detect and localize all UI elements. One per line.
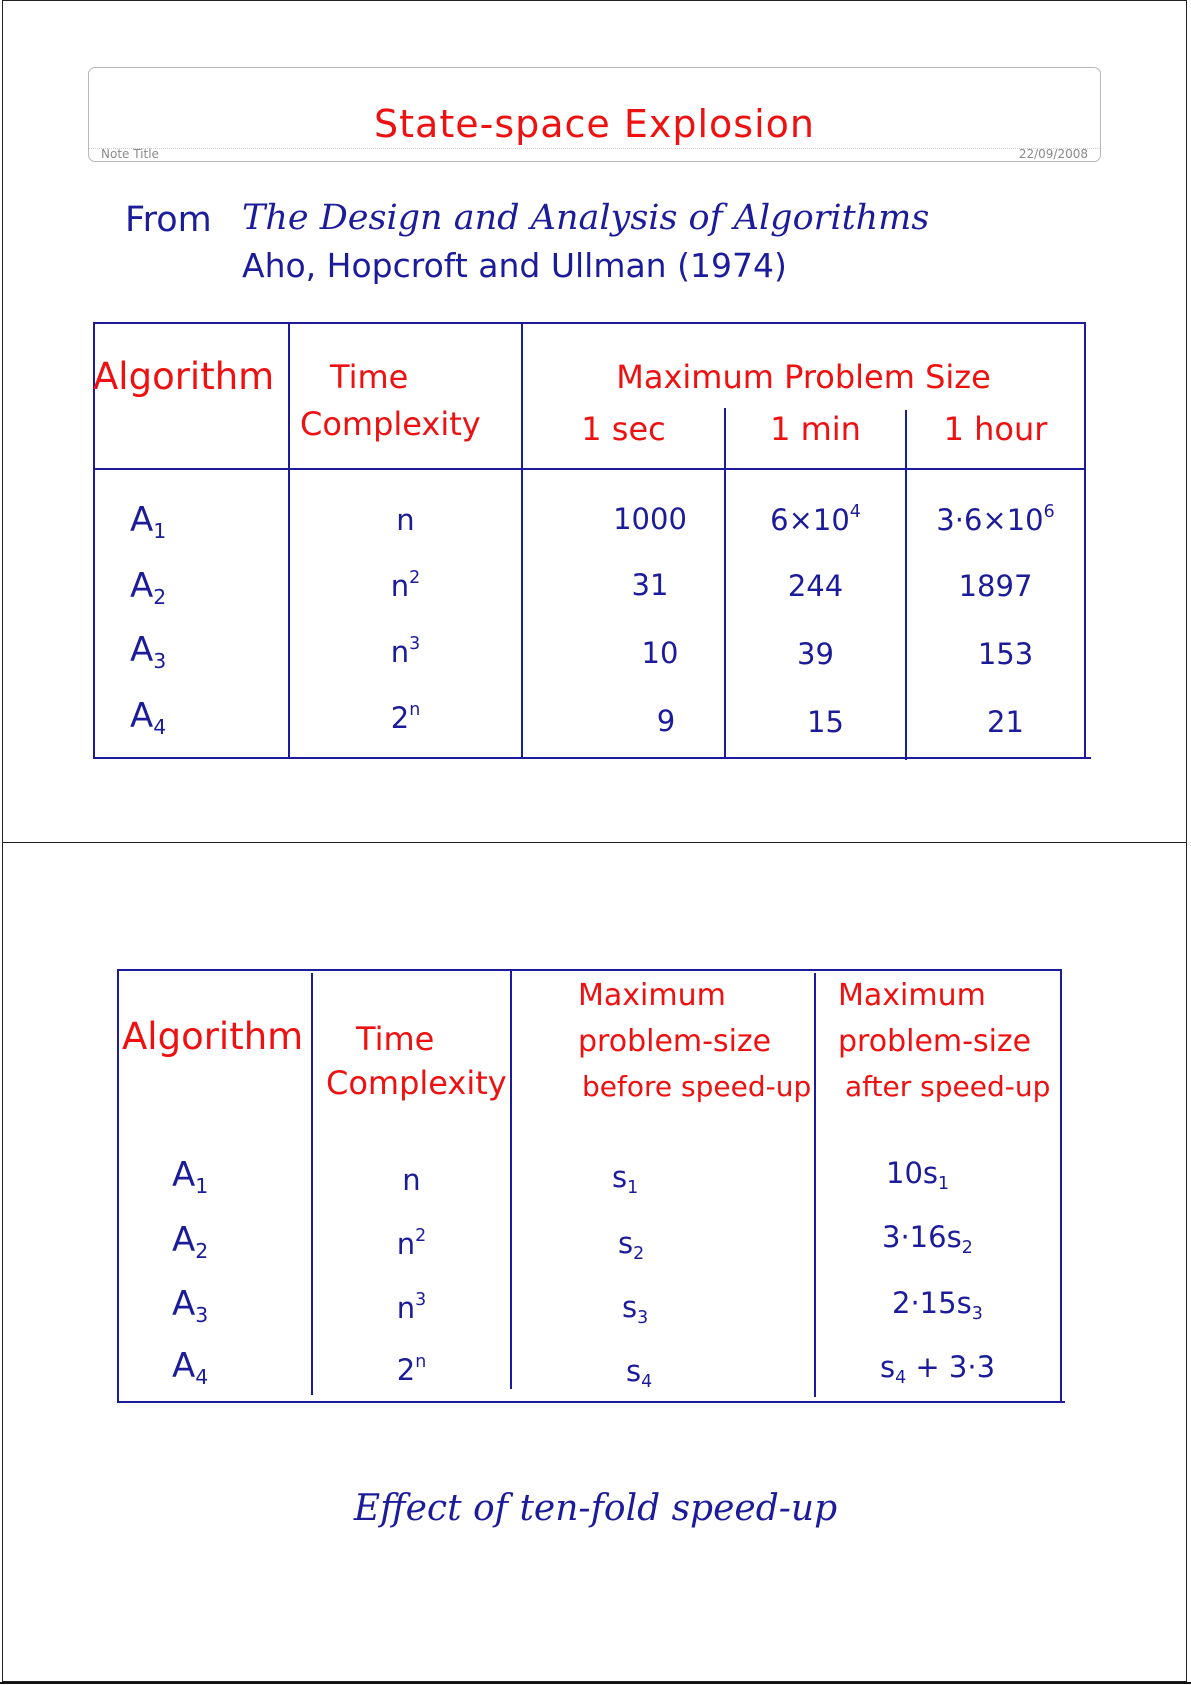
table2-row1-complexity: n (402, 1163, 421, 1198)
table1-right-rule (1084, 322, 1086, 759)
table1-row4-1sec: 9 (656, 704, 676, 738)
table1-row3-1sec: 10 (641, 636, 679, 670)
caption: Effect of ten-fold speed-up (353, 1488, 838, 1529)
table1-row4-algorithm: $A_4$ (130, 696, 167, 740)
table1-header-max-problem-size: Maximum Problem Size (616, 358, 991, 396)
table1-header-1min: 1 min (770, 410, 861, 448)
table2-left-rule (117, 969, 119, 1403)
table2-row3-after: $2\cdot 15s_3$ (892, 1286, 983, 1325)
page-divider (2, 842, 1187, 843)
table2-right-rule (1060, 969, 1062, 1401)
table2-col-rule (814, 973, 816, 1397)
table1-bottom-rule (95, 757, 1091, 759)
table2-row2-algorithm: $A_2$ (172, 1220, 209, 1264)
table1-row4-1hour: 21 (987, 705, 1024, 740)
table2-header-before-line2: problem-size (578, 1024, 772, 1059)
table2-row1-algorithm: $A_1$ (172, 1155, 209, 1199)
table2-col-rule (510, 969, 512, 1389)
table2-row4-complexity: 2$^n$ (396, 1352, 427, 1388)
table1-row3-1hour: 153 (977, 637, 1034, 672)
table1-row2-algorithm: $A_2$ (130, 566, 167, 610)
title-box (88, 67, 1101, 162)
table1-row1-complexity: n (396, 503, 415, 538)
table1-row3-1min: 39 (797, 637, 834, 672)
table1-col-rule (288, 322, 290, 757)
table2-header-time: Time (356, 1020, 435, 1058)
table2-header-after-line2: problem-size (838, 1024, 1032, 1059)
table2-row4-before: $s_4$ (626, 1354, 653, 1393)
table2-row2-before: $s_2$ (618, 1226, 645, 1265)
table1-header-algorithm: Algorithm (93, 355, 275, 398)
table1-top-rule (93, 322, 1086, 324)
table1-header-complexity: Complexity (300, 405, 481, 443)
table1-row2-complexity: $n^2$ (390, 568, 421, 604)
table2-row3-algorithm: $A_3$ (172, 1284, 209, 1328)
table1-row1-1min: $6\times 10^4$ (770, 502, 861, 538)
table2-header-before-line1: Maximum (578, 978, 726, 1013)
from-label: From (125, 200, 212, 240)
title-dotted-rule (89, 148, 1100, 149)
table2-row3-before: $s_3$ (622, 1290, 649, 1329)
table2-header-before-line3: before speed-up (582, 1070, 812, 1103)
table2-header-complexity: Complexity (326, 1064, 507, 1102)
table2-row3-complexity: $n^3$ (396, 1290, 427, 1326)
table2-row1-after: $10s_1$ (886, 1156, 950, 1195)
table1-row2-1min: 244 (787, 569, 844, 604)
table2-row4-algorithm: $A_4$ (172, 1346, 209, 1390)
table1-header-rule (93, 468, 1086, 470)
table1-row1-1hour: $3\cdot 6\times 10^6$ (936, 502, 1055, 538)
book-authors: Aho, Hopcroft and Ullman (1974) (242, 246, 787, 285)
table1-row1-1sec: 1000 (613, 502, 687, 536)
note-date: 22/09/2008 (1018, 147, 1088, 161)
table2-row2-after: $3\cdot 16s_2$ (882, 1220, 973, 1259)
book-title: The Design and Analysis of Algorithms (242, 198, 930, 238)
table2-bottom-rule (117, 1401, 1065, 1403)
table2-row2-complexity: $n^2$ (396, 1226, 427, 1262)
table2-row4-after: $s_4 + 3\cdot 3$ (880, 1350, 996, 1389)
note-title-label: Note Title (101, 147, 159, 161)
table1-row2-1hour: 1897 (958, 569, 1033, 604)
bottom-edge (0, 1682, 1191, 1684)
table1-header-1hour: 1 hour (943, 410, 1048, 448)
table2-header-after-line3: after speed-up (845, 1070, 1051, 1103)
page-title: State-space Explosion (374, 102, 815, 146)
table1-row3-algorithm: $A_3$ (130, 630, 167, 674)
table1-row1-algorithm: $A_1$ (130, 500, 167, 544)
table2-header-algorithm: Algorithm (122, 1015, 304, 1058)
table1-row4-complexity: 2$^n$ (390, 700, 421, 736)
table2-row1-before: $s_1$ (612, 1160, 639, 1199)
table1-row2-1sec: 31 (631, 568, 669, 602)
table1-header-1sec: 1 sec (581, 410, 666, 448)
table2-header-after-line1: Maximum (838, 978, 986, 1013)
table2-top-rule (117, 969, 1062, 971)
table1-row4-1min: 15 (807, 705, 844, 740)
table1-row3-complexity: $n^3$ (390, 634, 421, 670)
table1-header-time: Time (330, 358, 409, 396)
